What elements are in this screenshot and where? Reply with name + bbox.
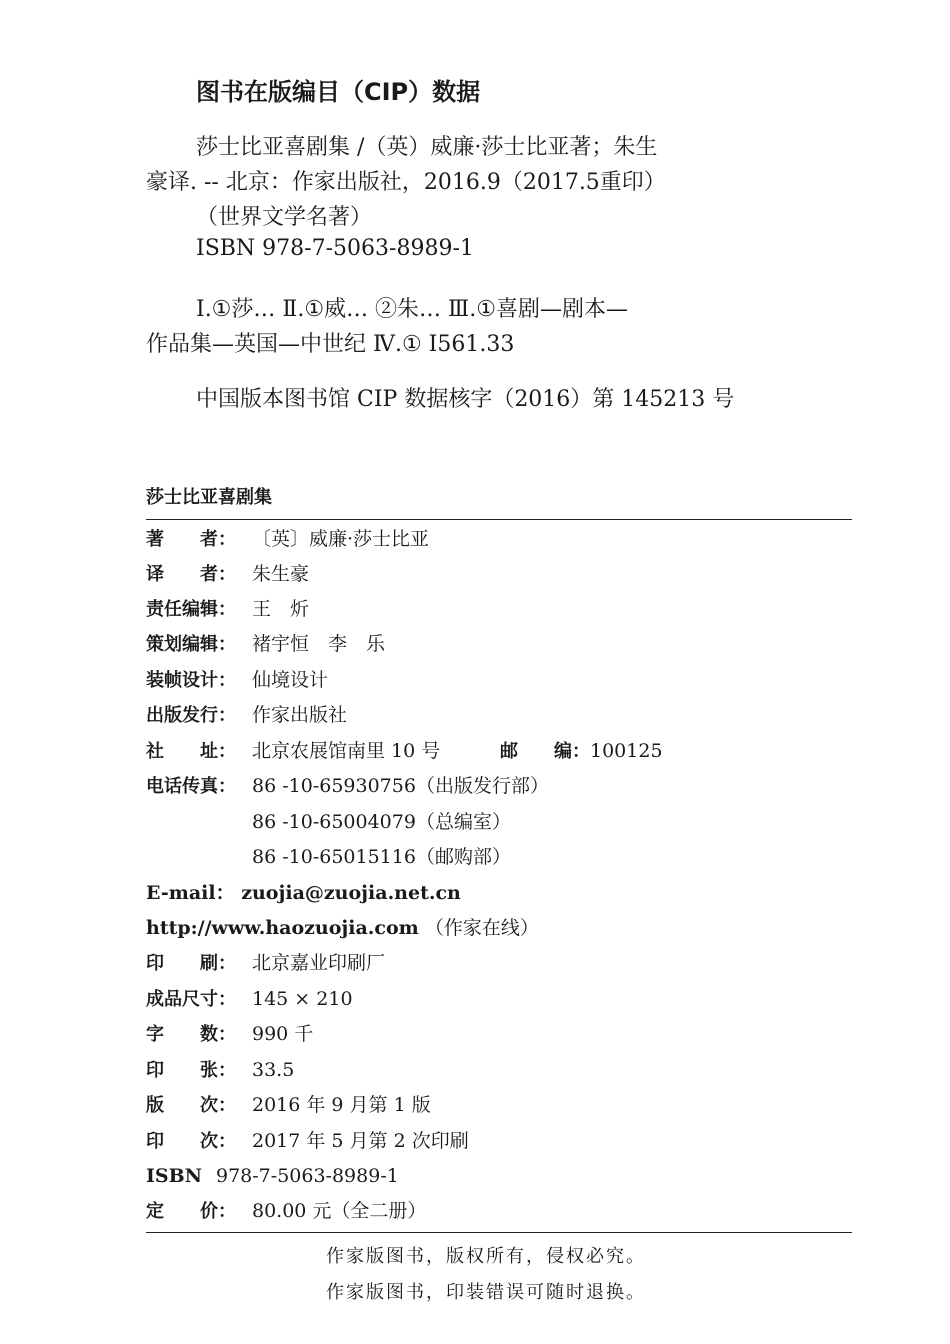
planner-value: 褚宇恒 李 乐 (252, 633, 386, 655)
size-row (146, 987, 353, 1012)
translator-row (146, 562, 309, 587)
postcode-row (500, 739, 663, 764)
book-title: 莎士比亚喜剧集 (146, 487, 272, 508)
email-value: zuojia@zuojia.net.cn (241, 882, 461, 904)
printing-row (146, 1129, 469, 1154)
design-value: 仙境设计 (252, 669, 329, 691)
email-label: E-mail： (146, 882, 235, 904)
printer-label: 印 刷： (146, 953, 236, 974)
publisher-value: 作家出版社 (252, 704, 348, 726)
planner-row (146, 632, 385, 657)
phone-row (146, 774, 549, 799)
translator-value: 朱生豪 (252, 563, 310, 585)
printing-value: 2017 年 5 月第 2 次印刷 (252, 1130, 469, 1152)
isbn-value: 978-7-5063-8989-1 (216, 1165, 399, 1187)
cip-line-6: 作品集—英国—中世纪 Ⅳ.① I561.33 (146, 332, 515, 357)
website-row (146, 916, 539, 940)
phone-value-2: 86 -10-65004079（总编室） (252, 811, 511, 833)
words-value: 990 千 (252, 1023, 314, 1045)
phone-value-3: 86 -10-65015116（邮购部） (252, 846, 511, 868)
isbn-row (146, 1164, 399, 1188)
publisher-row (146, 703, 347, 728)
phone-value-1: 86 -10-65930756（出版发行部） (252, 775, 549, 797)
sheets-label: 印 张： (146, 1060, 236, 1081)
phone-label: 电话传真： (146, 776, 236, 797)
price-label: 定 价： (146, 1201, 236, 1222)
website-link: http://www.haozuojia.com (146, 917, 419, 939)
author-row (146, 527, 429, 552)
sheets-row (146, 1058, 294, 1083)
sheets-value: 33.5 (252, 1059, 295, 1081)
bottom-divider (146, 1232, 852, 1233)
return-notice: 作家版图书，印装错误可随时退换。 (326, 1282, 646, 1303)
top-divider (146, 519, 852, 520)
address-row (146, 739, 440, 764)
words-row (146, 1022, 313, 1047)
cip-line-5: Ⅰ.①莎… Ⅱ.①威… ②朱… Ⅲ.①喜剧—剧本— (196, 297, 628, 322)
postcode-label: 邮 编： (500, 741, 590, 762)
cip-line-7: 中国版本图书馆 CIP 数据核字（2016）第 145213 号 (196, 387, 735, 412)
editor-label: 责任编辑： (146, 599, 236, 620)
phone-row-2 (252, 810, 511, 834)
publisher-label: 出版发行： (146, 705, 236, 726)
copyright-notice: 作家版图书，版权所有，侵权必究。 (326, 1246, 646, 1267)
size-label: 成品尺寸： (146, 989, 236, 1010)
author-value: 〔英〕威廉·莎士比亚 (252, 528, 430, 550)
cip-line-3: （世界文学名著） (196, 205, 373, 230)
words-label: 字 数： (146, 1024, 236, 1045)
author-label: 著 者： (146, 529, 236, 550)
editor-value: 王 炘 (252, 598, 310, 620)
cip-line-2: 豪译. -- 北京：作家出版社，2016.9（2017.5重印） (146, 170, 666, 195)
address-label: 社 址： (146, 741, 236, 762)
postcode-value: 100125 (590, 740, 663, 762)
price-value: 80.00 元（全二册） (252, 1200, 427, 1222)
edition-value: 2016 年 9 月第 1 版 (252, 1094, 431, 1116)
design-label: 装帧设计： (146, 670, 236, 691)
edition-row (146, 1093, 431, 1118)
email-row (146, 881, 461, 905)
address-value: 北京农展馆南里 10 号 (252, 740, 441, 762)
size-value: 145 × 210 (252, 988, 353, 1010)
isbn-label: ISBN (146, 1165, 203, 1187)
cip-title: 图书在版编目（CIP）数据 (196, 78, 481, 106)
translator-label: 译 者： (146, 564, 236, 585)
printing-label: 印 次： (146, 1131, 236, 1152)
cip-line-4: ISBN 978-7-5063-8989-1 (196, 236, 474, 261)
website-note: （作家在线） (424, 917, 539, 939)
printer-value: 北京嘉业印刷厂 (252, 952, 386, 974)
price-row (146, 1199, 426, 1224)
phone-row-3 (252, 845, 511, 869)
edition-label: 版 次： (146, 1095, 236, 1116)
planner-label: 策划编辑： (146, 634, 236, 655)
design-row (146, 668, 328, 693)
cip-line-1: 莎士比亚喜剧集 /（英）威廉·莎士比亚著；朱生 (196, 135, 658, 160)
editor-row (146, 597, 309, 622)
printer-row (146, 951, 385, 976)
